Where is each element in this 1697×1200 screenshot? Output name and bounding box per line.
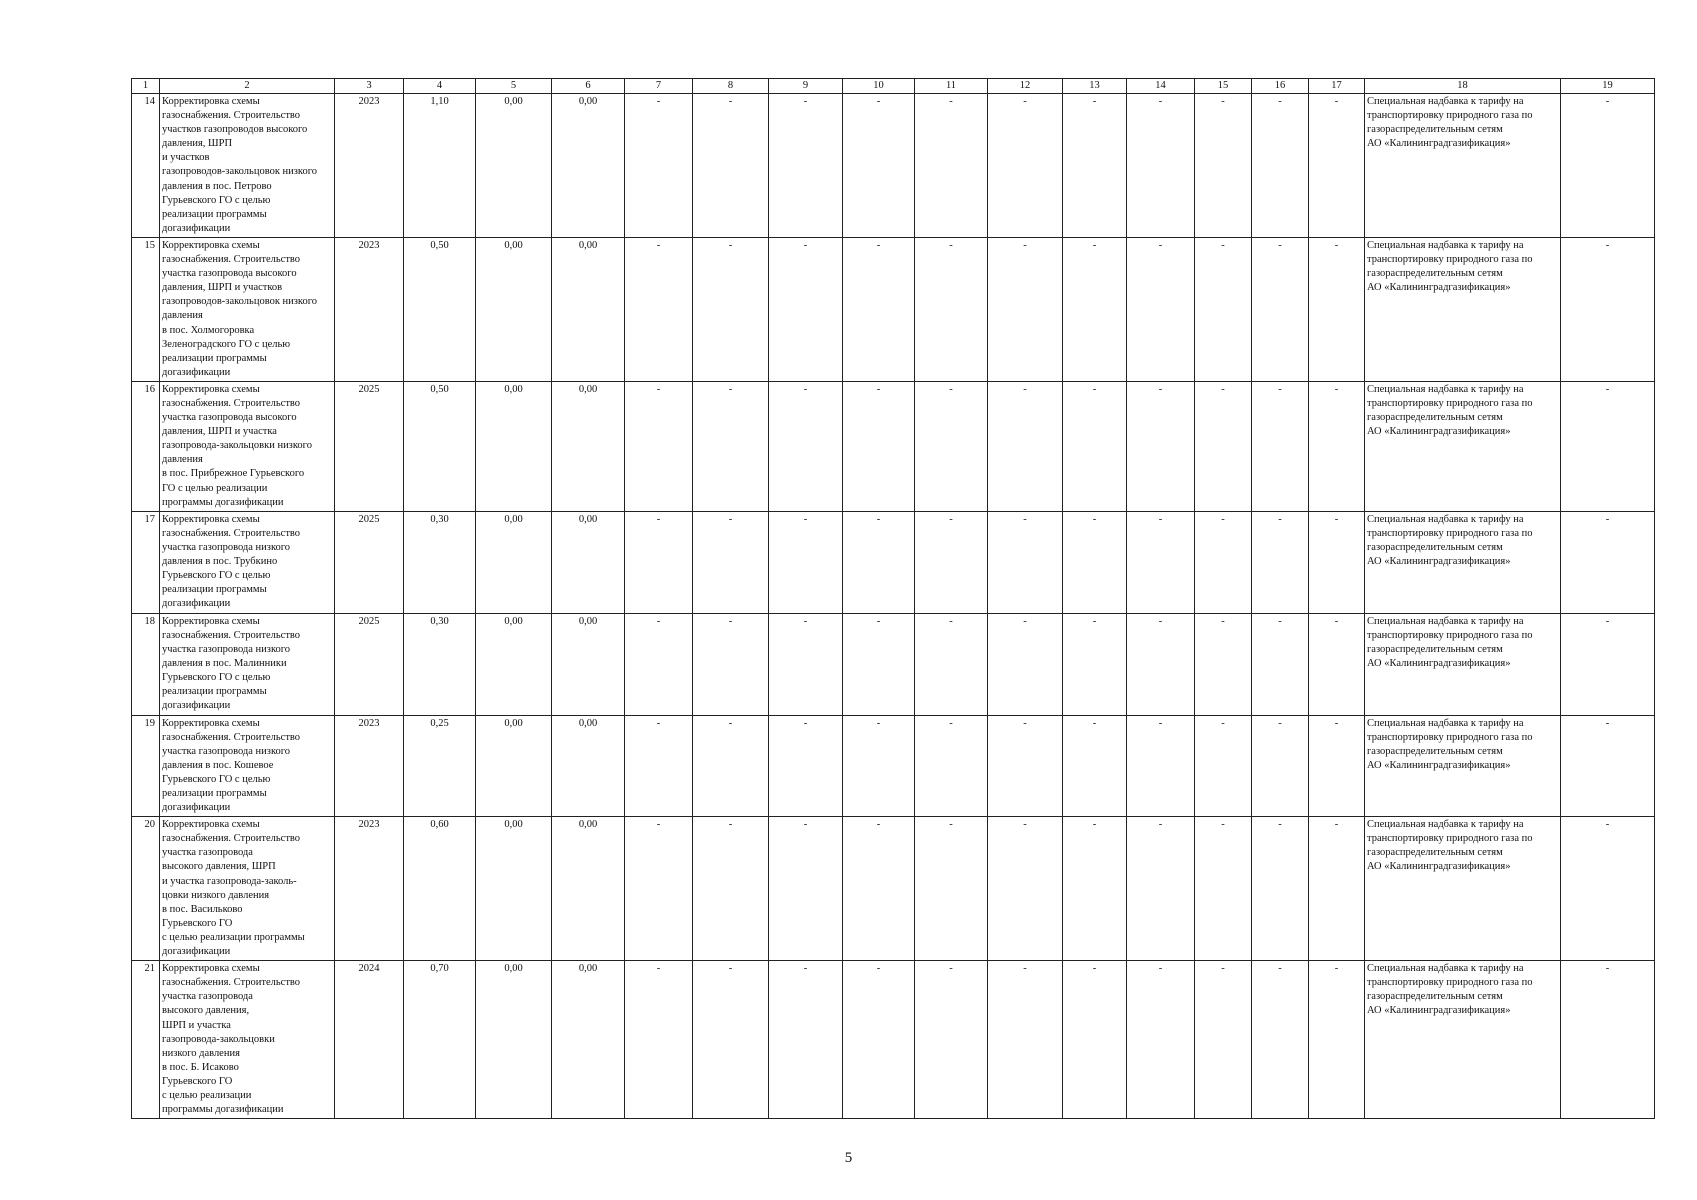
funding-source: Специальная надбавка к тарифу на транспортировку природного газа по газораспределительным сетям АО «Калининградгазификация» xyxy=(1365,94,1561,238)
empty-value-cell: - xyxy=(693,715,769,817)
empty-value-cell: - xyxy=(915,381,988,511)
empty-value-cell: - xyxy=(843,613,915,715)
empty-value-cell: - xyxy=(1063,961,1127,1119)
empty-value-cell: - xyxy=(625,715,693,817)
remark-cell: - xyxy=(1561,94,1655,238)
empty-value-cell: - xyxy=(1195,613,1252,715)
project-description: Корректировка схемы газоснабжения. Строительство участка газопровода высокого давления, ШРП и участка газопровода-закольцовки низкого давления в пос. Прибрежное Гурьевского ГО с целью реализации программы догазификации xyxy=(160,381,335,511)
remark-cell: - xyxy=(1561,613,1655,715)
empty-value-cell: - xyxy=(625,381,693,511)
empty-value-cell: - xyxy=(843,381,915,511)
year-cell: 2023 xyxy=(335,817,404,961)
column-header: 17 xyxy=(1309,79,1365,94)
value-cell: 0,00 xyxy=(552,817,625,961)
empty-value-cell: - xyxy=(1252,381,1309,511)
value-cell: 0,00 xyxy=(476,237,552,381)
page-number: 5 xyxy=(844,1150,853,1166)
empty-value-cell: - xyxy=(1252,817,1309,961)
empty-value-cell: - xyxy=(1195,817,1252,961)
empty-value-cell: - xyxy=(988,817,1063,961)
year-cell: 2025 xyxy=(335,511,404,613)
empty-value-cell: - xyxy=(988,237,1063,381)
project-description: Корректировка схемы газоснабжения. Строительство участка газопровода высокого давления, ШРП и участка газопровода-закольцовки низкого давления в пос. Б. Исаково Гурьевского ГО с целью реализации программы догазификации xyxy=(160,961,335,1119)
column-header: 19 xyxy=(1561,79,1655,94)
column-header: 14 xyxy=(1127,79,1195,94)
empty-value-cell: - xyxy=(693,237,769,381)
column-header: 2 xyxy=(160,79,335,94)
column-header: 15 xyxy=(1195,79,1252,94)
value-cell: 0,00 xyxy=(476,961,552,1119)
empty-value-cell: - xyxy=(693,817,769,961)
empty-value-cell: - xyxy=(1309,381,1365,511)
row-number: 19 xyxy=(132,715,160,817)
value-cell: 1,10 xyxy=(404,94,476,238)
empty-value-cell: - xyxy=(625,817,693,961)
empty-value-cell: - xyxy=(1195,94,1252,238)
table-header-row xyxy=(132,79,1655,94)
year-cell: 2025 xyxy=(335,381,404,511)
value-cell: 0,60 xyxy=(404,817,476,961)
remark-cell: - xyxy=(1561,511,1655,613)
value-cell: 0,00 xyxy=(476,817,552,961)
empty-value-cell: - xyxy=(1063,381,1127,511)
table-row xyxy=(132,511,1655,613)
empty-value-cell: - xyxy=(988,511,1063,613)
empty-value-cell: - xyxy=(1195,237,1252,381)
empty-value-cell: - xyxy=(1309,613,1365,715)
empty-value-cell: - xyxy=(1252,613,1309,715)
column-header: 16 xyxy=(1252,79,1309,94)
value-cell: 0,30 xyxy=(404,511,476,613)
project-description: Корректировка схемы газоснабжения. Строительство участка газопровода низкого давления в пос. Кошевое Гурьевского ГО с целью реализации программы догазификации xyxy=(160,715,335,817)
remark-cell: - xyxy=(1561,817,1655,961)
empty-value-cell: - xyxy=(915,715,988,817)
empty-value-cell: - xyxy=(1195,381,1252,511)
empty-value-cell: - xyxy=(769,511,843,613)
value-cell: 0,00 xyxy=(552,715,625,817)
remark-cell: - xyxy=(1561,961,1655,1119)
empty-value-cell: - xyxy=(1309,511,1365,613)
empty-value-cell: - xyxy=(1252,715,1309,817)
year-cell: 2023 xyxy=(335,94,404,238)
value-cell: 0,30 xyxy=(404,613,476,715)
empty-value-cell: - xyxy=(843,715,915,817)
empty-value-cell: - xyxy=(1309,961,1365,1119)
column-header: 12 xyxy=(988,79,1063,94)
empty-value-cell: - xyxy=(843,237,915,381)
empty-value-cell: - xyxy=(625,613,693,715)
year-cell: 2023 xyxy=(335,237,404,381)
empty-value-cell: - xyxy=(1063,613,1127,715)
empty-value-cell: - xyxy=(693,613,769,715)
empty-value-cell: - xyxy=(625,94,693,238)
year-cell: 2025 xyxy=(335,613,404,715)
empty-value-cell: - xyxy=(988,381,1063,511)
empty-value-cell: - xyxy=(1127,715,1195,817)
empty-value-cell: - xyxy=(1127,94,1195,238)
empty-value-cell: - xyxy=(693,961,769,1119)
row-number: 15 xyxy=(132,237,160,381)
remark-cell: - xyxy=(1561,381,1655,511)
table-row xyxy=(132,613,1655,715)
empty-value-cell: - xyxy=(1195,961,1252,1119)
empty-value-cell: - xyxy=(915,613,988,715)
empty-value-cell: - xyxy=(1127,817,1195,961)
empty-value-cell: - xyxy=(1063,237,1127,381)
value-cell: 0,00 xyxy=(476,94,552,238)
project-description: Корректировка схемы газоснабжения. Строительство участка газопровода низкого давления в пос. Трубкино Гурьевского ГО с целью реализации программы догазификации xyxy=(160,511,335,613)
empty-value-cell: - xyxy=(1127,961,1195,1119)
empty-value-cell: - xyxy=(843,511,915,613)
funding-source: Специальная надбавка к тарифу на транспортировку природного газа по газораспределительным сетям АО «Калининградгазификация» xyxy=(1365,381,1561,511)
column-header: 11 xyxy=(915,79,988,94)
gasification-table xyxy=(131,78,1655,1119)
empty-value-cell: - xyxy=(988,715,1063,817)
empty-value-cell: - xyxy=(1063,94,1127,238)
year-cell: 2023 xyxy=(335,715,404,817)
value-cell: 0,00 xyxy=(552,381,625,511)
value-cell: 0,25 xyxy=(404,715,476,817)
value-cell: 0,00 xyxy=(476,613,552,715)
empty-value-cell: - xyxy=(915,511,988,613)
empty-value-cell: - xyxy=(769,613,843,715)
empty-value-cell: - xyxy=(693,94,769,238)
empty-value-cell: - xyxy=(1127,237,1195,381)
value-cell: 0,00 xyxy=(552,237,625,381)
empty-value-cell: - xyxy=(625,961,693,1119)
empty-value-cell: - xyxy=(769,817,843,961)
empty-value-cell: - xyxy=(693,511,769,613)
column-header: 8 xyxy=(693,79,769,94)
value-cell: 0,00 xyxy=(552,613,625,715)
project-description: Корректировка схемы газоснабжения. Строительство участка газопровода высокого давления, ШРП и участков газопроводов-закольцовок низкого давления в пос. Холмогоровка Зеленоградского ГО с целью реализации программы догазификации xyxy=(160,237,335,381)
empty-value-cell: - xyxy=(915,817,988,961)
column-header: 7 xyxy=(625,79,693,94)
row-number: 16 xyxy=(132,381,160,511)
funding-source: Специальная надбавка к тарифу на транспортировку природного газа по газораспределительным сетям АО «Калининградгазификация» xyxy=(1365,511,1561,613)
row-number: 21 xyxy=(132,961,160,1119)
project-description: Корректировка схемы газоснабжения. Строительство участка газопровода высокого давления, ШРП и участка газопровода-заколь- цовки низкого давления в пос. Васильково Гурьевского ГО с целью реализации программы догазификации xyxy=(160,817,335,961)
empty-value-cell: - xyxy=(843,961,915,1119)
value-cell: 0,00 xyxy=(552,94,625,238)
empty-value-cell: - xyxy=(915,94,988,238)
column-header: 5 xyxy=(476,79,552,94)
funding-source: Специальная надбавка к тарифу на транспортировку природного газа по газораспределительным сетям АО «Калининградгазификация» xyxy=(1365,817,1561,961)
empty-value-cell: - xyxy=(769,94,843,238)
empty-value-cell: - xyxy=(625,237,693,381)
column-header: 10 xyxy=(843,79,915,94)
empty-value-cell: - xyxy=(843,94,915,238)
value-cell: 0,70 xyxy=(404,961,476,1119)
funding-source: Специальная надбавка к тарифу на транспортировку природного газа по газораспределительным сетям АО «Калининградгазификация» xyxy=(1365,237,1561,381)
empty-value-cell: - xyxy=(915,237,988,381)
empty-value-cell: - xyxy=(1309,715,1365,817)
project-description: Корректировка схемы газоснабжения. Строительство участка газопровода низкого давления в пос. Малинники Гурьевского ГО с целью реализации программы догазификации xyxy=(160,613,335,715)
empty-value-cell: - xyxy=(1127,613,1195,715)
empty-value-cell: - xyxy=(915,961,988,1119)
empty-value-cell: - xyxy=(1195,715,1252,817)
empty-value-cell: - xyxy=(693,381,769,511)
empty-value-cell: - xyxy=(1195,511,1252,613)
value-cell: 0,50 xyxy=(404,381,476,511)
empty-value-cell: - xyxy=(769,237,843,381)
empty-value-cell: - xyxy=(988,94,1063,238)
empty-value-cell: - xyxy=(1252,511,1309,613)
funding-source: Специальная надбавка к тарифу на транспортировку природного газа по газораспределительным сетям АО «Калининградгазификация» xyxy=(1365,613,1561,715)
row-number: 14 xyxy=(132,94,160,238)
empty-value-cell: - xyxy=(988,613,1063,715)
column-header: 13 xyxy=(1063,79,1127,94)
column-header: 18 xyxy=(1365,79,1561,94)
empty-value-cell: - xyxy=(1309,94,1365,238)
row-number: 17 xyxy=(132,511,160,613)
value-cell: 0,00 xyxy=(552,511,625,613)
row-number: 18 xyxy=(132,613,160,715)
table-row xyxy=(132,961,1655,1119)
empty-value-cell: - xyxy=(1252,94,1309,238)
empty-value-cell: - xyxy=(769,381,843,511)
table-row xyxy=(132,817,1655,961)
table-row xyxy=(132,381,1655,511)
column-header: 3 xyxy=(335,79,404,94)
empty-value-cell: - xyxy=(843,817,915,961)
table-row xyxy=(132,237,1655,381)
empty-value-cell: - xyxy=(1252,237,1309,381)
empty-value-cell: - xyxy=(1252,961,1309,1119)
empty-value-cell: - xyxy=(769,715,843,817)
empty-value-cell: - xyxy=(1063,715,1127,817)
value-cell: 0,00 xyxy=(476,381,552,511)
column-header: 9 xyxy=(769,79,843,94)
empty-value-cell: - xyxy=(1063,817,1127,961)
column-header: 4 xyxy=(404,79,476,94)
empty-value-cell: - xyxy=(1309,817,1365,961)
value-cell: 0,00 xyxy=(552,961,625,1119)
remark-cell: - xyxy=(1561,237,1655,381)
empty-value-cell: - xyxy=(1063,511,1127,613)
table-row xyxy=(132,94,1655,238)
value-cell: 0,50 xyxy=(404,237,476,381)
empty-value-cell: - xyxy=(988,961,1063,1119)
empty-value-cell: - xyxy=(769,961,843,1119)
table-row xyxy=(132,715,1655,817)
row-number: 20 xyxy=(132,817,160,961)
value-cell: 0,00 xyxy=(476,715,552,817)
empty-value-cell: - xyxy=(1127,511,1195,613)
funding-source: Специальная надбавка к тарифу на транспортировку природного газа по газораспределительным сетям АО «Калининградгазификация» xyxy=(1365,961,1561,1119)
funding-source: Специальная надбавка к тарифу на транспортировку природного газа по газораспределительным сетям АО «Калининградгазификация» xyxy=(1365,715,1561,817)
value-cell: 0,00 xyxy=(476,511,552,613)
column-header: 6 xyxy=(552,79,625,94)
empty-value-cell: - xyxy=(1127,381,1195,511)
remark-cell: - xyxy=(1561,715,1655,817)
empty-value-cell: - xyxy=(1309,237,1365,381)
column-header: 1 xyxy=(132,79,160,94)
empty-value-cell: - xyxy=(625,511,693,613)
year-cell: 2024 xyxy=(335,961,404,1119)
project-description: Корректировка схемы газоснабжения. Строительство участков газопроводов высокого давления, ШРП и участков газопроводов-закольцовок низкого давления в пос. Петрово Гурьевского ГО с целью реализации программы догазификации xyxy=(160,94,335,238)
